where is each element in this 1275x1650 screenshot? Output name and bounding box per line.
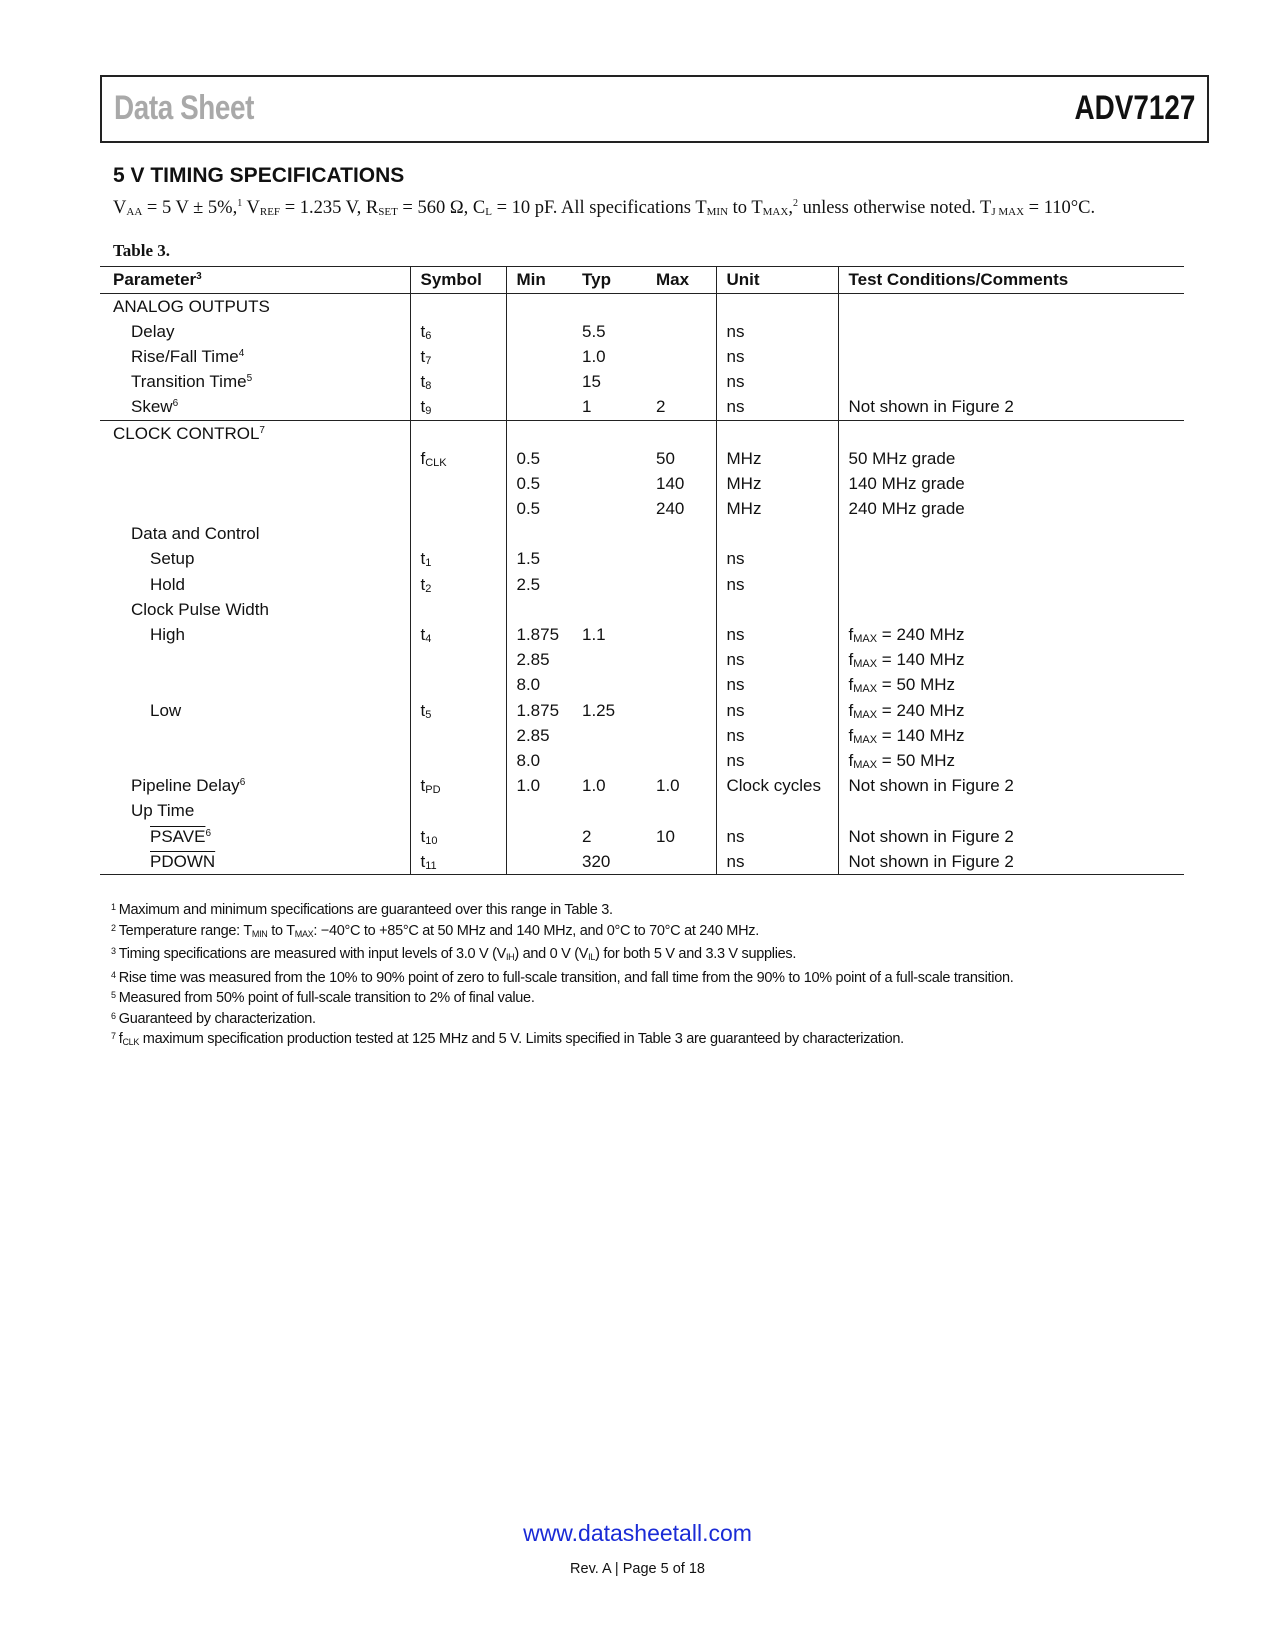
cell-unit: ns	[716, 723, 838, 748]
cell-parameter: ANALOG OUTPUTS	[113, 296, 270, 316]
footnote: $^1$ Maximum and minimum specifications are guaranteed over this range in Table 3.	[111, 902, 613, 918]
cell-min	[506, 294, 572, 320]
cell-min: 2.5	[506, 572, 572, 597]
cell-unit	[716, 294, 838, 320]
cell-conditions	[838, 370, 1184, 395]
cell-typ: 15	[582, 372, 601, 392]
cell-max	[646, 799, 716, 824]
cell-max: 10	[656, 826, 675, 846]
cell-max: 2	[646, 395, 716, 421]
cell-symbol: $t_8$	[410, 370, 506, 395]
cell-max	[646, 849, 716, 875]
cell-max	[646, 622, 716, 647]
cell-typ: 1.1	[582, 625, 606, 645]
table-row	[100, 723, 1184, 748]
cell-typ	[572, 471, 646, 496]
cell-conditions	[838, 319, 1184, 344]
cell-parameter: Clock Pulse Width	[131, 599, 269, 619]
cell-symbol: $t_{11}$	[410, 849, 506, 875]
header-max: Max	[646, 267, 716, 294]
cell-unit: Clock cycles	[716, 774, 838, 799]
footnote: $^2$ Temperature range: $T_{MIN}$ to $T_{MAX}$: −40°C to +85°C at 50 MHz and 140 MHz, and 0°C to 70°C at 240 MHz.	[111, 922, 759, 939]
cell-parameter: Data and Control	[131, 524, 260, 544]
cell-min: 8.0	[506, 748, 572, 773]
table-row	[100, 319, 1184, 344]
cell-unit: ns	[716, 370, 838, 395]
cell-max: 140	[656, 473, 685, 493]
table-row	[100, 799, 1184, 824]
footnote: $^4$ Rise time was measured from the 10% to 90% point of zero to full-scale transition, and fall time from the 90% to 10% point of a full-scale transition.	[111, 969, 1014, 986]
cell-conditions: $f_{MAX} = 50$ MHz	[838, 748, 1184, 773]
cell-max	[646, 522, 716, 547]
cell-typ: 1.0	[582, 776, 606, 796]
cell-min: 1.5	[506, 547, 572, 572]
cell-conditions: 240 MHz grade	[838, 497, 1184, 522]
cell-parameter: Low	[150, 700, 182, 720]
cell-unit: ns	[716, 344, 838, 369]
cell-symbol	[410, 471, 506, 496]
cell-symbol: $t_4$	[410, 622, 506, 647]
cell-parameter: Hold	[150, 574, 185, 594]
cell-conditions: $f_{MAX} = 240$ MHz	[838, 698, 1184, 723]
cell-typ: 1	[572, 395, 646, 421]
cell-min: 0.5	[506, 446, 572, 471]
watermark-link[interactable]: www.datasheetall.com	[523, 1520, 752, 1546]
cell-min	[506, 420, 572, 446]
cell-conditions: Not shown in Figure 2	[838, 849, 1184, 875]
cell-symbol: $t_1$	[410, 547, 506, 572]
cell-conditions	[838, 572, 1184, 597]
table-row	[100, 748, 1184, 773]
cell-unit: ns	[716, 572, 838, 597]
cell-typ	[572, 547, 646, 572]
table-row	[100, 698, 1184, 723]
cell-unit: ns	[716, 648, 838, 673]
cell-conditions: Not shown in Figure 2	[838, 774, 1184, 799]
table-body	[100, 294, 1184, 875]
cell-parameter: CLOCK CONTROL$^7$	[113, 423, 265, 443]
cell-max: 50	[656, 448, 675, 468]
cell-symbol	[410, 420, 506, 446]
cell-max	[646, 319, 716, 344]
cell-max	[646, 294, 716, 320]
cell-conditions: $f_{MAX} = 140$ MHz	[838, 723, 1184, 748]
cell-min	[506, 319, 572, 344]
header-unit: Unit	[716, 267, 838, 294]
cell-parameter: Pipeline Delay$^6$	[131, 776, 246, 796]
cell-typ	[572, 446, 646, 471]
cell-typ: 5.5	[582, 321, 606, 341]
cell-max	[646, 748, 716, 773]
cell-unit: MHz	[716, 497, 838, 522]
footnote: $^5$ Measured from 50% point of full-scale transition to 2% of final value.	[111, 990, 535, 1006]
cell-unit: ns	[716, 547, 838, 572]
table-row	[100, 648, 1184, 673]
cell-conditions: 140 MHz grade	[838, 471, 1184, 496]
cell-max	[646, 698, 716, 723]
table-row	[100, 294, 1184, 320]
cell-min: 1.875	[506, 698, 572, 723]
cell-unit	[716, 799, 838, 824]
table-row	[100, 344, 1184, 369]
cell-conditions	[838, 522, 1184, 547]
cell-max	[646, 723, 716, 748]
cell-conditions: Not shown in Figure 2	[838, 824, 1184, 849]
cell-parameter	[100, 446, 410, 471]
cell-parameter: High	[150, 625, 185, 645]
cell-symbol	[410, 748, 506, 773]
cell-min: 2.85	[506, 723, 572, 748]
cell-conditions	[838, 344, 1184, 369]
header-part-number: ADV7127	[1074, 89, 1195, 127]
cell-typ	[572, 748, 646, 773]
table-row	[100, 849, 1184, 875]
table-row	[100, 370, 1184, 395]
header-symbol: Symbol	[410, 267, 506, 294]
cell-min	[506, 799, 572, 824]
cell-typ	[572, 420, 646, 446]
table-row	[100, 471, 1184, 496]
table-row	[100, 395, 1184, 421]
cell-unit: MHz	[716, 471, 838, 496]
cell-min	[506, 370, 572, 395]
cell-symbol: $t_{10}$	[410, 824, 506, 849]
cell-unit: ns	[716, 824, 838, 849]
cell-max: 1.0	[656, 776, 680, 796]
table-row	[100, 497, 1184, 522]
cell-parameter: PSAVE$^6$	[150, 826, 211, 846]
cell-min: 2.85	[506, 648, 572, 673]
table-caption: Table 3.	[113, 241, 171, 260]
cell-unit: ns	[716, 698, 838, 723]
cell-max	[646, 420, 716, 446]
cell-max	[646, 344, 716, 369]
cell-conditions	[838, 799, 1184, 824]
cell-conditions: $f_{MAX} = 240$ MHz	[838, 622, 1184, 647]
cell-max: 240	[656, 499, 685, 519]
cell-parameter: Rise/Fall Time$^4$	[131, 346, 245, 366]
cell-parameter	[100, 748, 410, 773]
cell-min: 1.0	[506, 774, 572, 799]
table-header-row	[100, 267, 1184, 294]
conditions-line: $V_{AA} = 5$ V ± 5%,$^1$ $V_{REF} = 1.235$ V, $R_{SET} = 560$ Ω, $C_L = 10$ pF. All specifications $T_{MIN}$ to $T_{MAX},^2$ unless otherwise noted. $T_{J MAX} = 110^\circ C$.	[113, 198, 1096, 218]
cell-typ	[572, 497, 646, 522]
cell-typ: 1.25	[582, 700, 616, 720]
cell-min	[506, 597, 572, 622]
cell-min: 0.5	[506, 497, 572, 522]
cell-conditions	[838, 420, 1184, 446]
table-row	[100, 420, 1184, 446]
table-row	[100, 446, 1184, 471]
footnote: $^6$ Guaranteed by characterization.	[111, 1010, 316, 1027]
footnote: $^3$ Timing specifications are measured with input levels of 3.0 V $(V_{IH})$ and 0 V $(V_{IL})$ for both 5 V and 3.3 V supplies.	[111, 946, 797, 962]
cell-typ	[572, 572, 646, 597]
cell-unit	[716, 597, 838, 622]
cell-typ	[572, 648, 646, 673]
cell-symbol	[410, 799, 506, 824]
cell-parameter: Setup	[150, 549, 195, 569]
header-typ: Typ	[572, 267, 646, 294]
cell-conditions: $f_{MAX} = 140$ MHz	[838, 648, 1184, 673]
cell-parameter	[100, 497, 410, 522]
cell-min: 8.0	[506, 673, 572, 698]
cell-parameter: Delay	[131, 321, 175, 341]
table-row	[100, 572, 1184, 597]
header-parameter: Parameter$^3$	[100, 267, 410, 294]
cell-unit: ns	[716, 673, 838, 698]
table-row	[100, 597, 1184, 622]
cell-min	[506, 344, 572, 369]
cell-typ: 2	[582, 826, 592, 846]
cell-unit: ns	[716, 622, 838, 647]
cell-min	[506, 395, 572, 421]
cell-parameter	[100, 673, 410, 698]
footnotes	[111, 899, 1013, 1052]
cell-conditions	[838, 597, 1184, 622]
cell-symbol	[410, 723, 506, 748]
cell-unit: ns	[716, 319, 838, 344]
cell-max	[646, 572, 716, 597]
cell-parameter: Skew$^6$	[100, 395, 410, 421]
cell-min	[506, 522, 572, 547]
table-row	[100, 522, 1184, 547]
cell-typ	[572, 673, 646, 698]
cell-parameter	[100, 471, 410, 496]
cell-symbol: $t_2$	[410, 572, 506, 597]
cell-min: 1.875	[506, 622, 572, 647]
cell-max	[646, 673, 716, 698]
cell-conditions: $f_{MAX} = 50$ MHz	[838, 673, 1184, 698]
cell-typ	[572, 799, 646, 824]
page-header	[100, 75, 1209, 143]
cell-max	[646, 547, 716, 572]
cell-unit	[716, 420, 838, 446]
cell-symbol	[410, 673, 506, 698]
cell-max	[646, 648, 716, 673]
cell-typ: 320	[572, 849, 646, 875]
cell-conditions: Not shown in Figure 2	[838, 395, 1184, 421]
cell-typ: 1.0	[582, 346, 606, 366]
cell-symbol: $t_6$	[410, 319, 506, 344]
cell-typ	[572, 294, 646, 320]
cell-symbol	[410, 648, 506, 673]
cell-typ	[572, 597, 646, 622]
cell-parameter	[100, 648, 410, 673]
table-row	[100, 824, 1184, 849]
table-row	[100, 774, 1184, 799]
timing-spec-table	[100, 266, 1184, 875]
cell-unit: ns	[716, 395, 838, 421]
cell-parameter	[100, 723, 410, 748]
header-conditions: Test Conditions/Comments	[838, 267, 1184, 294]
cell-parameter: PDOWN	[100, 849, 410, 875]
header-doc-type: Data Sheet	[114, 89, 255, 127]
cell-min	[506, 824, 572, 849]
cell-symbol: $t_5$	[410, 698, 506, 723]
cell-unit: ns	[716, 849, 838, 875]
cell-conditions: 50 MHz grade	[838, 446, 1184, 471]
cell-symbol: $t_7$	[410, 344, 506, 369]
cell-conditions	[838, 294, 1184, 320]
cell-symbol: $f_{CLK}$	[410, 446, 506, 471]
cell-unit: ns	[716, 748, 838, 773]
cell-parameter: Transition Time$^5$	[131, 372, 253, 392]
cell-symbol	[410, 294, 506, 320]
header-min: Min	[506, 267, 572, 294]
cell-unit	[716, 522, 838, 547]
cell-symbol	[410, 597, 506, 622]
cell-max	[646, 597, 716, 622]
cell-parameter: Up Time	[131, 801, 195, 821]
cell-symbol: $t_9$	[410, 395, 506, 421]
cell-min: 0.5	[506, 471, 572, 496]
cell-max	[646, 370, 716, 395]
cell-symbol	[410, 522, 506, 547]
table-row	[100, 547, 1184, 572]
cell-typ	[572, 522, 646, 547]
footnote: $^7$ $f_{CLK}$ maximum specification production tested at 125 MHz and 5 V. Limits specified in Table 3 are guaranteed by characterization.	[111, 1031, 904, 1047]
page-footer: Rev. A | Page 5 of 18	[570, 1561, 705, 1577]
cell-conditions	[838, 547, 1184, 572]
table-row	[100, 673, 1184, 698]
table-row	[100, 622, 1184, 647]
section-title: 5 V TIMING SPECIFICATIONS	[113, 164, 405, 187]
cell-symbol	[410, 497, 506, 522]
cell-min	[506, 849, 572, 875]
cell-typ	[572, 723, 646, 748]
cell-symbol: $t_{PD}$	[410, 774, 506, 799]
cell-unit: MHz	[716, 446, 838, 471]
